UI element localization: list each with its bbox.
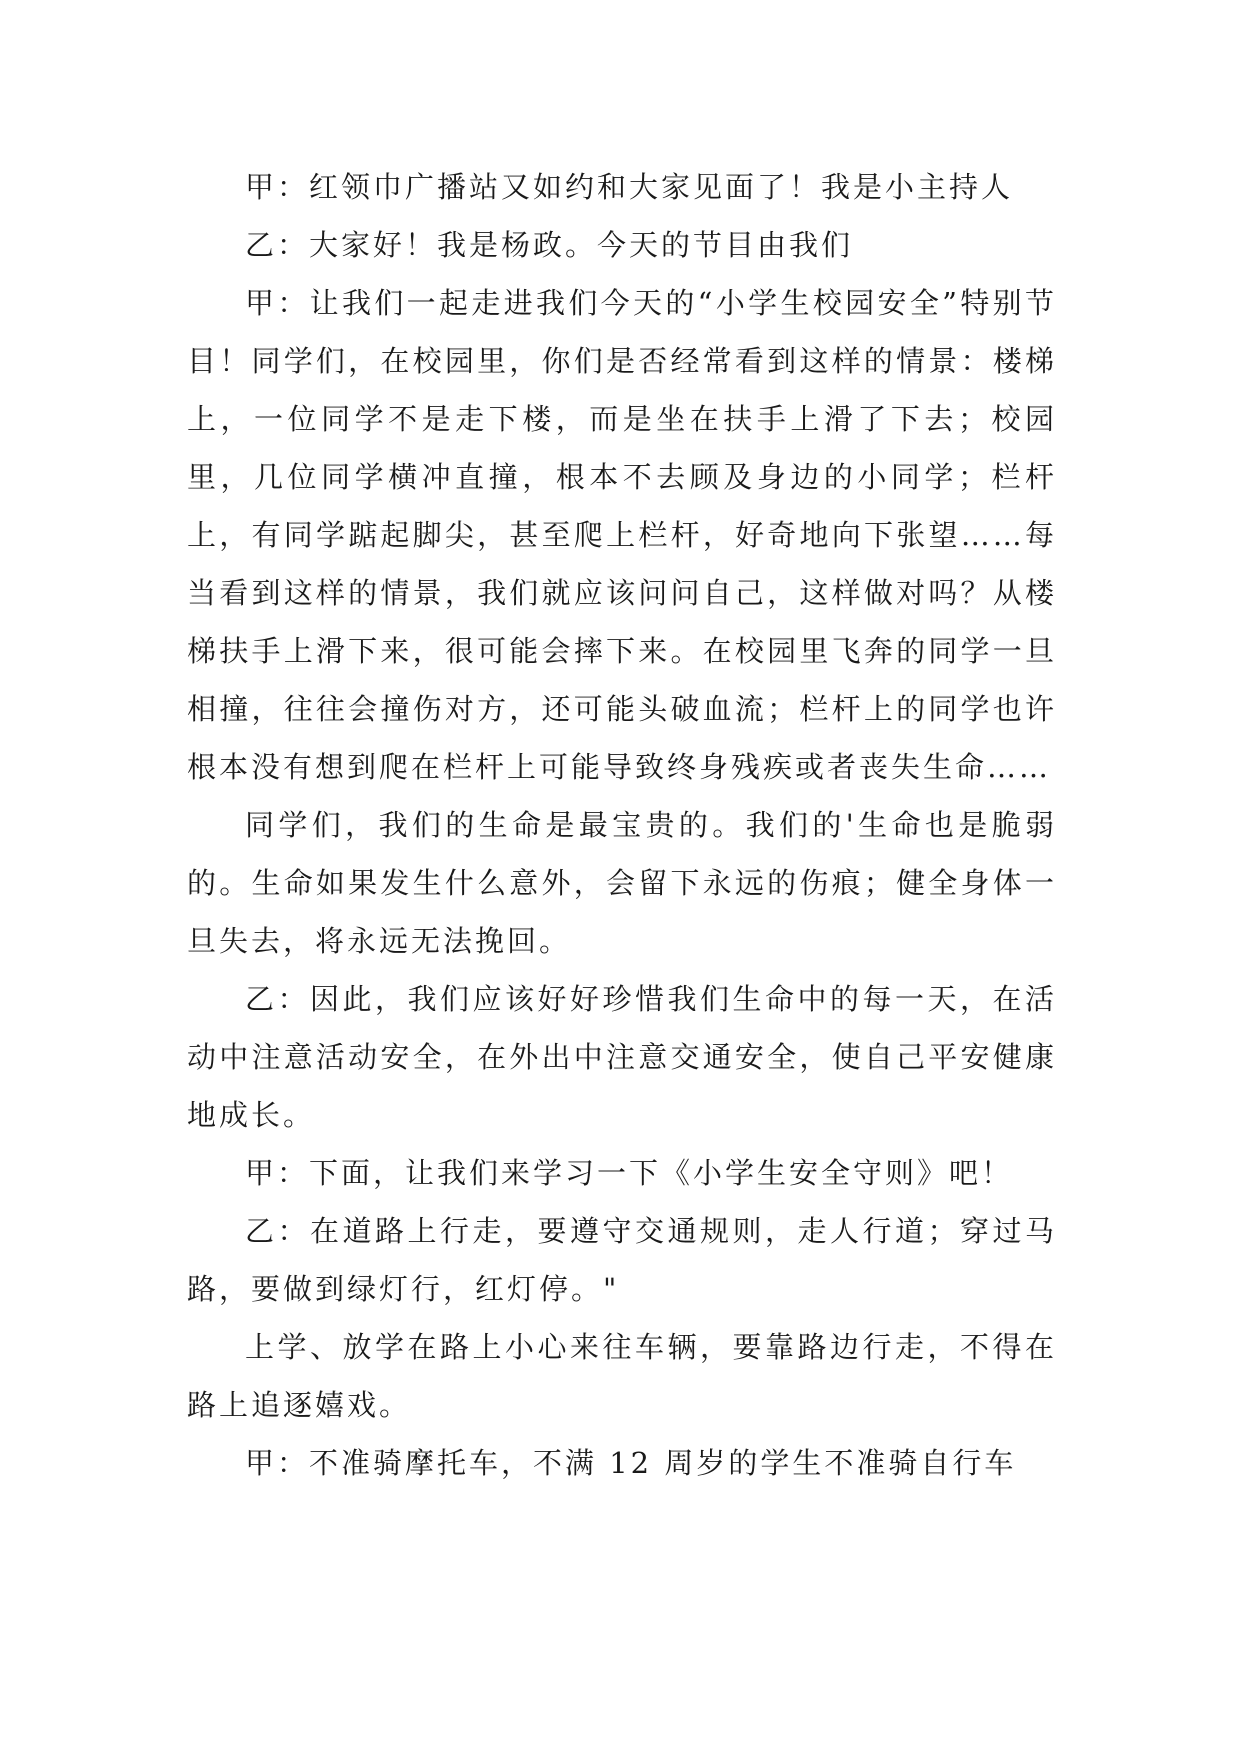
paragraph-9: 甲：不准骑摩托车，不满 12 周岁的学生不准骑自行车 — [245, 1446, 1017, 1480]
paragraph-8: 上学、放学在路上小心来往车辆，要靠路边行走，不得在路上追逐嬉戏。 — [187, 1330, 1057, 1422]
paragraph-3: 甲：让我们一起走进我们今天的“小学生校园安全”特别节目！同学们，在校园里，你们是否经常看到这样的情景：楼梯上，一位同学不是走下楼，而是坐在扶手上滑了下去；校园里，几位同学横冲直撞，根本不去顾及身边的小同学；栏杆上，有同学踮起脚尖，甚至爬上栏杆，好奇地向下张望……每当看到这样的情景，我们就应该问问自己，这样做对吗？从楼梯扶手上滑下来，很可能会摔下来。在校园里飞奔的同学一旦相撞，往往会撞伤对方，还可能头破血流；栏杆上的同学也许根本没有想到爬在栏杆上可能导致终身残疾或者丧失生命…… — [187, 286, 1057, 784]
paragraph-7: 乙：在道路上行走，要遵守交通规则，走人行道；穿过马路，要做到绿灯行，红灯停。" — [187, 1214, 1057, 1306]
paragraph-6: 甲：下面，让我们来学习一下《小学生安全守则》吧！ — [245, 1156, 1014, 1190]
paragraph-1: 甲：红领巾广播站又如约和大家见面了！我是小主持人 — [245, 170, 1014, 204]
paragraph-5: 乙：因此，我们应该好好珍惜我们生命中的每一天，在活动中注意活动安全，在外出中注意交通安全，使自己平安健康地成长。 — [187, 982, 1057, 1132]
paragraph-4: 同学们，我们的生命是最宝贵的。我们的'生命也是脆弱的。生命如果发生什么意外，会留下永远的伤痕；健全身体一旦失去，将永远无法挽回。 — [187, 808, 1057, 958]
document-body — [187, 158, 1057, 1492]
paragraph-2: 乙：大家好！我是杨政。今天的节目由我们 — [245, 228, 854, 262]
